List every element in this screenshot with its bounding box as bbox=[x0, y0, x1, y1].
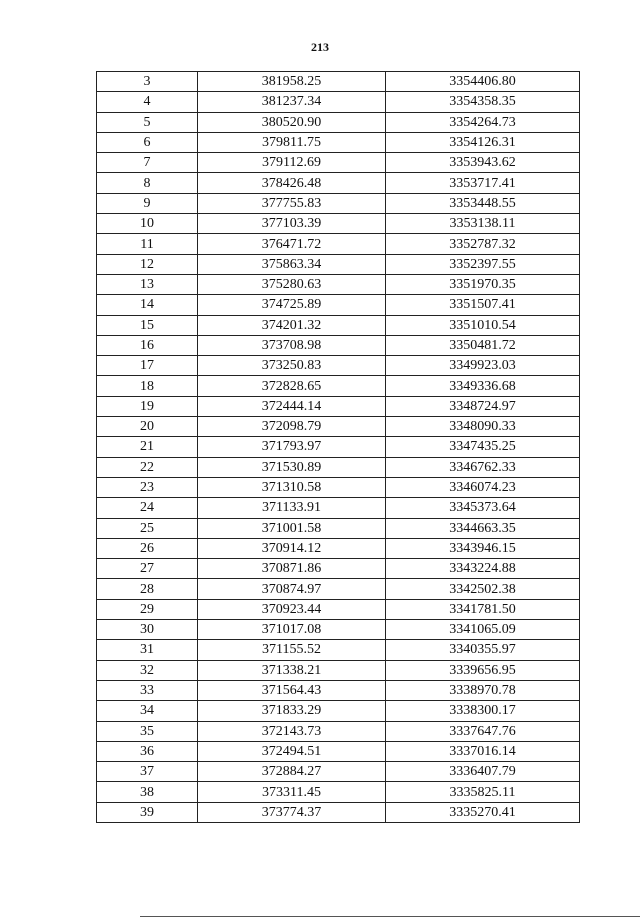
bottom-rule bbox=[140, 916, 640, 917]
point-number-cell: 6 bbox=[97, 132, 198, 152]
point-number-cell: 9 bbox=[97, 193, 198, 213]
point-number-cell: 27 bbox=[97, 559, 198, 579]
y-coordinate-cell: 3343224.88 bbox=[386, 559, 580, 579]
point-number-cell: 35 bbox=[97, 721, 198, 741]
table-row bbox=[97, 599, 580, 619]
x-coordinate-cell: 375280.63 bbox=[198, 274, 386, 294]
point-number-cell: 37 bbox=[97, 762, 198, 782]
y-coordinate-cell: 3346074.23 bbox=[386, 477, 580, 497]
x-coordinate-cell: 371530.89 bbox=[198, 457, 386, 477]
x-coordinate-cell: 370874.97 bbox=[198, 579, 386, 599]
x-coordinate-cell: 372098.79 bbox=[198, 417, 386, 437]
point-number-cell: 10 bbox=[97, 214, 198, 234]
table-row bbox=[97, 620, 580, 640]
x-coordinate-cell: 371310.58 bbox=[198, 477, 386, 497]
page-number: 213 bbox=[311, 40, 329, 54]
x-coordinate-cell: 372884.27 bbox=[198, 762, 386, 782]
x-coordinate-cell: 371017.08 bbox=[198, 620, 386, 640]
table-row bbox=[97, 802, 580, 822]
table-row bbox=[97, 173, 580, 193]
point-number-cell: 25 bbox=[97, 518, 198, 538]
table-row bbox=[97, 782, 580, 802]
y-coordinate-cell: 3353717.41 bbox=[386, 173, 580, 193]
point-number-cell: 17 bbox=[97, 356, 198, 376]
table-row bbox=[97, 274, 580, 294]
point-number-cell: 29 bbox=[97, 599, 198, 619]
point-number-cell: 7 bbox=[97, 153, 198, 173]
y-coordinate-cell: 3352787.32 bbox=[386, 234, 580, 254]
x-coordinate-cell: 372444.14 bbox=[198, 396, 386, 416]
x-coordinate-cell: 373708.98 bbox=[198, 335, 386, 355]
x-coordinate-cell: 377103.39 bbox=[198, 214, 386, 234]
table-row bbox=[97, 721, 580, 741]
y-coordinate-cell: 3354406.80 bbox=[386, 72, 580, 92]
x-coordinate-cell: 379112.69 bbox=[198, 153, 386, 173]
table-row bbox=[97, 356, 580, 376]
y-coordinate-cell: 3350481.72 bbox=[386, 335, 580, 355]
point-number-cell: 32 bbox=[97, 660, 198, 680]
point-number-cell: 18 bbox=[97, 376, 198, 396]
table-row bbox=[97, 92, 580, 112]
point-number-cell: 28 bbox=[97, 579, 198, 599]
point-number-cell: 8 bbox=[97, 173, 198, 193]
table-row bbox=[97, 234, 580, 254]
y-coordinate-cell: 3351970.35 bbox=[386, 274, 580, 294]
y-coordinate-cell: 3351010.54 bbox=[386, 315, 580, 335]
table-row bbox=[97, 376, 580, 396]
table-row bbox=[97, 640, 580, 660]
x-coordinate-cell: 373250.83 bbox=[198, 356, 386, 376]
y-coordinate-cell: 3343946.15 bbox=[386, 538, 580, 558]
table-row bbox=[97, 214, 580, 234]
table-row bbox=[97, 315, 580, 335]
x-coordinate-cell: 377755.83 bbox=[198, 193, 386, 213]
point-number-cell: 11 bbox=[97, 234, 198, 254]
y-coordinate-cell: 3347435.25 bbox=[386, 437, 580, 457]
point-number-cell: 38 bbox=[97, 782, 198, 802]
y-coordinate-cell: 3341065.09 bbox=[386, 620, 580, 640]
x-coordinate-cell: 371133.91 bbox=[198, 498, 386, 518]
table-row bbox=[97, 112, 580, 132]
table-row bbox=[97, 579, 580, 599]
y-coordinate-cell: 3341781.50 bbox=[386, 599, 580, 619]
y-coordinate-cell: 3345373.64 bbox=[386, 498, 580, 518]
table-row bbox=[97, 153, 580, 173]
y-coordinate-cell: 3349336.68 bbox=[386, 376, 580, 396]
point-number-cell: 33 bbox=[97, 680, 198, 700]
y-coordinate-cell: 3354264.73 bbox=[386, 112, 580, 132]
x-coordinate-cell: 371833.29 bbox=[198, 701, 386, 721]
y-coordinate-cell: 3351507.41 bbox=[386, 295, 580, 315]
table-row bbox=[97, 498, 580, 518]
x-coordinate-cell: 374725.89 bbox=[198, 295, 386, 315]
table-row bbox=[97, 254, 580, 274]
y-coordinate-cell: 3353943.62 bbox=[386, 153, 580, 173]
table-row bbox=[97, 193, 580, 213]
y-coordinate-cell: 3340355.97 bbox=[386, 640, 580, 660]
table-row bbox=[97, 132, 580, 152]
y-coordinate-cell: 3354126.31 bbox=[386, 132, 580, 152]
point-number-cell: 5 bbox=[97, 112, 198, 132]
table-row bbox=[97, 660, 580, 680]
table-row bbox=[97, 417, 580, 437]
x-coordinate-cell: 378426.48 bbox=[198, 173, 386, 193]
y-coordinate-cell: 3338970.78 bbox=[386, 680, 580, 700]
y-coordinate-cell: 3342502.38 bbox=[386, 579, 580, 599]
y-coordinate-cell: 3338300.17 bbox=[386, 701, 580, 721]
table-row bbox=[97, 680, 580, 700]
x-coordinate-cell: 381237.34 bbox=[198, 92, 386, 112]
x-coordinate-cell: 373311.45 bbox=[198, 782, 386, 802]
table-row bbox=[97, 762, 580, 782]
x-coordinate-cell: 373774.37 bbox=[198, 802, 386, 822]
x-coordinate-cell: 370914.12 bbox=[198, 538, 386, 558]
table-row bbox=[97, 335, 580, 355]
table-row bbox=[97, 295, 580, 315]
x-coordinate-cell: 371793.97 bbox=[198, 437, 386, 457]
point-number-cell: 21 bbox=[97, 437, 198, 457]
x-coordinate-cell: 371155.52 bbox=[198, 640, 386, 660]
table-row bbox=[97, 741, 580, 761]
point-number-cell: 3 bbox=[97, 72, 198, 92]
x-coordinate-cell: 376471.72 bbox=[198, 234, 386, 254]
table-row bbox=[97, 538, 580, 558]
y-coordinate-cell: 3344663.35 bbox=[386, 518, 580, 538]
point-number-cell: 31 bbox=[97, 640, 198, 660]
y-coordinate-cell: 3339656.95 bbox=[386, 660, 580, 680]
table-row bbox=[97, 72, 580, 92]
x-coordinate-cell: 371338.21 bbox=[198, 660, 386, 680]
x-coordinate-cell: 372828.65 bbox=[198, 376, 386, 396]
table-row bbox=[97, 457, 580, 477]
point-number-cell: 12 bbox=[97, 254, 198, 274]
point-number-cell: 15 bbox=[97, 315, 198, 335]
x-coordinate-cell: 372143.73 bbox=[198, 721, 386, 741]
x-coordinate-cell: 374201.32 bbox=[198, 315, 386, 335]
point-number-cell: 23 bbox=[97, 477, 198, 497]
y-coordinate-cell: 3337016.14 bbox=[386, 741, 580, 761]
x-coordinate-cell: 370923.44 bbox=[198, 599, 386, 619]
y-coordinate-cell: 3348724.97 bbox=[386, 396, 580, 416]
table-row bbox=[97, 518, 580, 538]
point-number-cell: 36 bbox=[97, 741, 198, 761]
point-number-cell: 16 bbox=[97, 335, 198, 355]
x-coordinate-cell: 375863.34 bbox=[198, 254, 386, 274]
point-number-cell: 26 bbox=[97, 538, 198, 558]
point-number-cell: 13 bbox=[97, 274, 198, 294]
y-coordinate-cell: 3337647.76 bbox=[386, 721, 580, 741]
y-coordinate-cell: 3349923.03 bbox=[386, 356, 580, 376]
y-coordinate-cell: 3353448.55 bbox=[386, 193, 580, 213]
point-number-cell: 19 bbox=[97, 396, 198, 416]
point-number-cell: 14 bbox=[97, 295, 198, 315]
y-coordinate-cell: 3336407.79 bbox=[386, 762, 580, 782]
x-coordinate-cell: 379811.75 bbox=[198, 132, 386, 152]
point-number-cell: 22 bbox=[97, 457, 198, 477]
y-coordinate-cell: 3353138.11 bbox=[386, 214, 580, 234]
coordinate-table bbox=[96, 71, 580, 823]
point-number-cell: 24 bbox=[97, 498, 198, 518]
point-number-cell: 4 bbox=[97, 92, 198, 112]
x-coordinate-cell: 372494.51 bbox=[198, 741, 386, 761]
y-coordinate-cell: 3352397.55 bbox=[386, 254, 580, 274]
table-row bbox=[97, 437, 580, 457]
coordinate-table-body bbox=[97, 72, 580, 823]
table-row bbox=[97, 396, 580, 416]
y-coordinate-cell: 3354358.35 bbox=[386, 92, 580, 112]
x-coordinate-cell: 380520.90 bbox=[198, 112, 386, 132]
table-row bbox=[97, 701, 580, 721]
table-row bbox=[97, 477, 580, 497]
point-number-cell: 30 bbox=[97, 620, 198, 640]
point-number-cell: 20 bbox=[97, 417, 198, 437]
y-coordinate-cell: 3348090.33 bbox=[386, 417, 580, 437]
y-coordinate-cell: 3335825.11 bbox=[386, 782, 580, 802]
point-number-cell: 34 bbox=[97, 701, 198, 721]
y-coordinate-cell: 3335270.41 bbox=[386, 802, 580, 822]
x-coordinate-cell: 370871.86 bbox=[198, 559, 386, 579]
table-row bbox=[97, 559, 580, 579]
point-number-cell: 39 bbox=[97, 802, 198, 822]
y-coordinate-cell: 3346762.33 bbox=[386, 457, 580, 477]
x-coordinate-cell: 371564.43 bbox=[198, 680, 386, 700]
x-coordinate-cell: 381958.25 bbox=[198, 72, 386, 92]
x-coordinate-cell: 371001.58 bbox=[198, 518, 386, 538]
